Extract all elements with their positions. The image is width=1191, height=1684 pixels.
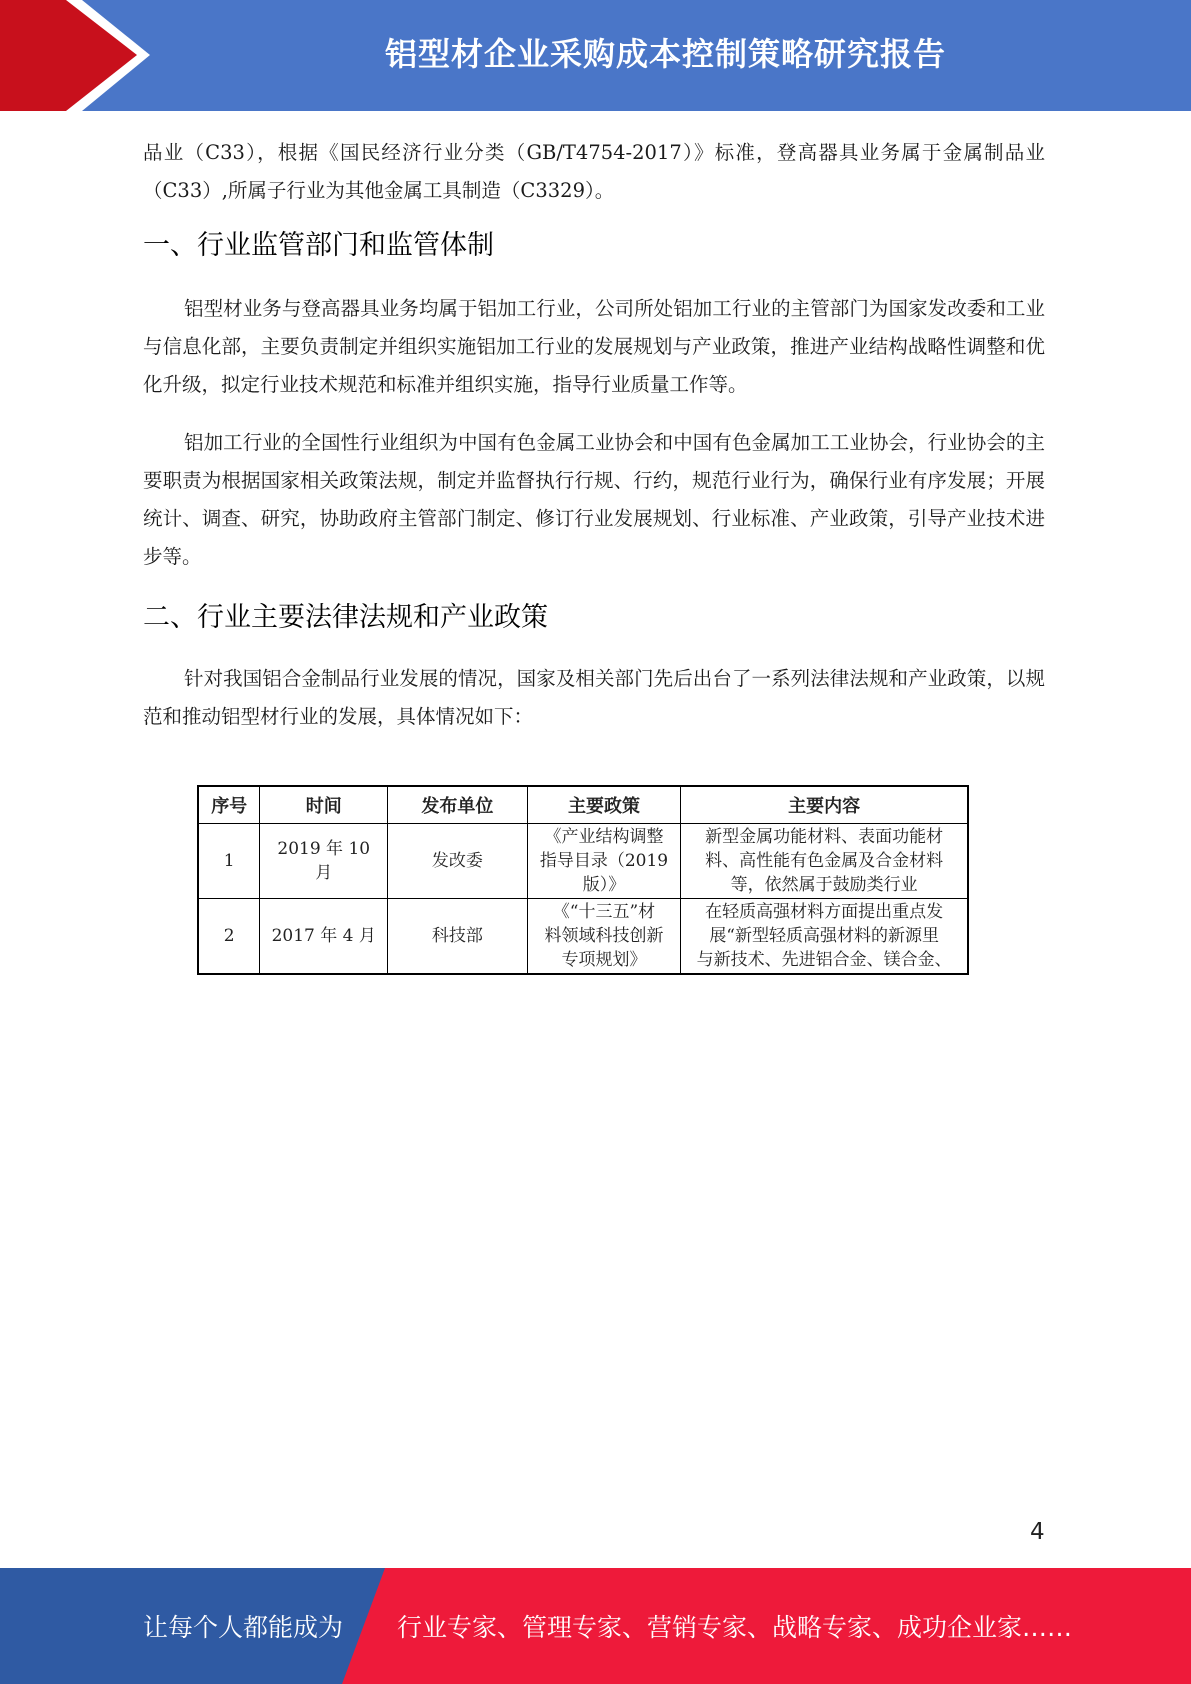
section-heading-policies: 二、行业主要法律法规和产业政策 <box>143 602 548 633</box>
cell-issuer: 发改委 <box>388 824 528 899</box>
cell-date: 2019 年 10 月 <box>260 824 388 899</box>
cell-policy-line: 专项规划》 <box>561 950 647 970</box>
cell-policy-line: 指导目录（2019 <box>539 851 669 871</box>
section-heading-regulation: 一、行业监管部门和监管体制 <box>143 230 494 261</box>
cell-content-line: 与新技术、先进铝合金、镁合金、 <box>696 950 952 970</box>
header-chevron-icon <box>0 0 137 111</box>
cell-content-line: 展“新型轻质高强材料的新源里 <box>709 926 940 946</box>
column-header-content: 主要内容 <box>681 786 968 824</box>
report-title: 铝型材企业采购成本控制策略研究报告 <box>384 34 946 73</box>
cell-policy <box>527 899 681 975</box>
column-header-policy: 主要政策 <box>527 786 681 824</box>
table-header-row <box>198 786 968 824</box>
cell-content-line: 新型金属功能材料、表面功能材 <box>705 827 944 847</box>
paragraph-associations: 铝加工行业的全国性行业组织为中国有色金属工业协会和中国有色金属加工工业协会，行业协会的主要职责为根据国家相关政策法规，制定并监督执行行规、行约，规范行业行为，确保行业有序发展；开展统计、调查、研究，协助政府主管部门制定、修订行业发展规划、行业标准、产业政策，引导产业技术进步等。 <box>143 431 1045 568</box>
page-header <box>0 0 1191 111</box>
policy-table <box>197 785 969 975</box>
cell-policy-line: 《“十三五”材 <box>552 902 656 922</box>
cell-content-line: 等，依然属于鼓励类行业 <box>730 875 918 895</box>
table-row <box>198 824 968 899</box>
cell-policy-line: 版）》 <box>582 875 626 895</box>
page-number: 4 <box>1030 1519 1045 1545</box>
cell-policy-line: 《产业结构调整 <box>544 827 664 847</box>
column-header-date: 时间 <box>260 786 388 824</box>
column-header-issuer: 发布单位 <box>388 786 528 824</box>
paragraph-policy-intro: 针对我国铝合金制品行业发展的情况，国家及相关部门先后出台了一系列法律法规和产业政策，以规范和推动铝型材行业的发展，具体情况如下： <box>143 667 1045 728</box>
intro-paragraph: 品业（C33），根据《国民经济行业分类（GB/T4754-2017）》标准，登高器具业务属于金属制品业（C33）,所属子行业为其他金属工具制造（C3329）。 <box>143 141 1045 202</box>
cell-content-line: 料、高性能有色金属及合金材料 <box>705 851 944 871</box>
cell-issuer: 科技部 <box>388 899 528 975</box>
paragraph-authorities: 铝型材业务与登高器具业务均属于铝加工行业，公司所处铝加工行业的主管部门为国家发改委和工业与信息化部，主要负责制定并组织实施铝加工行业的发展规划与产业政策，推进产业结构战略性调整和优化升级，拟定行业技术规范和标准并组织实施，指导行业质量工作等。 <box>143 297 1045 396</box>
cell-policy <box>527 824 681 899</box>
cell-content <box>681 899 968 975</box>
cell-content <box>681 824 968 899</box>
footer-slogan-left: 让每个人都能成为 <box>143 1613 344 1642</box>
cell-date: 2017 年 4 月 <box>260 899 388 975</box>
page-footer <box>0 1568 1191 1684</box>
cell-no: 1 <box>198 824 260 899</box>
table-row <box>198 899 968 975</box>
document-body <box>143 134 1045 736</box>
cell-content-line: 在轻质高强材料方面提出重点发 <box>705 902 944 922</box>
cell-policy-line: 料领域科技创新 <box>544 926 664 946</box>
footer-slogan-right: 行业专家、管理专家、营销专家、战略专家、成功企业家…… <box>397 1613 1073 1642</box>
column-header-no: 序号 <box>198 786 260 824</box>
cell-no: 2 <box>198 899 260 975</box>
